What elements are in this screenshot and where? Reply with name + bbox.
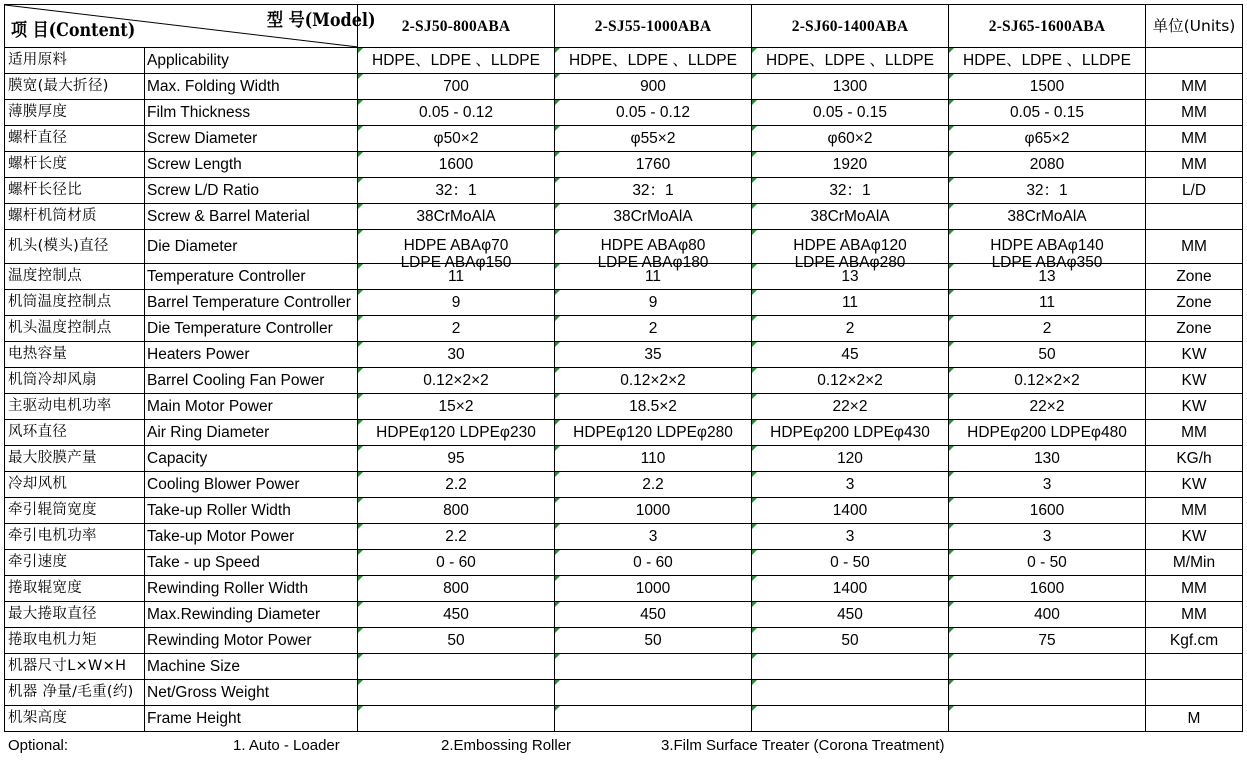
value-cell: 3 (949, 472, 1146, 498)
table-row (5, 576, 1243, 602)
table-row (5, 342, 1243, 368)
table-row (5, 602, 1243, 628)
table-row (5, 706, 1243, 732)
value-cell: 2.2 (358, 524, 555, 550)
value-cell: 120 (752, 446, 949, 472)
value-cell: 2 (752, 316, 949, 342)
table-row (5, 394, 1243, 420)
value-cell: 900 (555, 74, 752, 100)
value-cell: 3 (555, 524, 752, 550)
row-label-cn: 机器尺寸L×W×H (5, 654, 145, 680)
die-value-secondary: LDPE ABAφ180 (597, 254, 709, 271)
value-cell: 1400 (752, 498, 949, 524)
table-row (5, 264, 1243, 290)
value-cell: φ65×2 (949, 126, 1146, 152)
value-cell: 11 (358, 264, 555, 290)
value-cell (555, 706, 752, 732)
table-row (5, 178, 1243, 204)
table-row (5, 316, 1243, 342)
table-row (5, 550, 1243, 576)
row-label-en: Max. Folding Width (145, 74, 358, 100)
row-label-en: Heaters Power (145, 342, 358, 368)
row-label-cn: 捲取电机力矩 (5, 628, 145, 654)
table-row (5, 152, 1243, 178)
value-cell (358, 230, 555, 271)
value-cell: 50 (752, 628, 949, 654)
unit-cell: MM (1146, 230, 1243, 264)
value-cell (555, 654, 752, 680)
row-label-cn: 膜宽(最大折径) (5, 74, 145, 100)
unit-cell: Kgf.cm (1146, 628, 1243, 654)
unit-cell: MM (1146, 74, 1243, 100)
optional-label: Optional: (8, 737, 69, 754)
unit-cell: MM (1146, 602, 1243, 628)
optional-item: 3.Film Surface Treater (Corona Treatment) (661, 737, 945, 754)
unit-cell: MM (1146, 576, 1243, 602)
unit-cell: KW (1146, 524, 1243, 550)
row-label-en: Frame Height (145, 706, 358, 732)
table-row (5, 654, 1243, 680)
row-label-cn: 冷却风机 (5, 472, 145, 498)
value-cell: 22×2 (752, 394, 949, 420)
row-label-cn: 机筒冷却风扇 (5, 368, 145, 394)
value-cell: HDPEφ200 LDPEφ430 (752, 420, 949, 446)
value-cell (358, 654, 555, 680)
table-row (5, 680, 1243, 706)
unit-cell: MM (1146, 152, 1243, 178)
row-label-en: Capacity (145, 446, 358, 472)
unit-cell: KG/h (1146, 446, 1243, 472)
table-row (5, 524, 1243, 550)
value-cell: 50 (555, 628, 752, 654)
value-cell: 38CrMoAlA (949, 204, 1146, 230)
die-value-secondary: LDPE ABAφ350 (991, 254, 1103, 271)
value-cell (358, 706, 555, 732)
row-label-cn: 机头(模头)直径 (5, 230, 145, 264)
value-cell: HDPE、LDPE 、LLDPE (555, 48, 752, 74)
table-row (5, 100, 1243, 126)
unit-cell (1146, 680, 1243, 706)
value-cell: 2080 (949, 152, 1146, 178)
value-cell: 1000 (555, 498, 752, 524)
row-label-cn: 机架高度 (5, 706, 145, 732)
value-cell: 700 (358, 74, 555, 100)
spec-table (4, 4, 1243, 732)
value-cell: 13 (949, 264, 1146, 290)
value-cell: 3 (949, 524, 1146, 550)
unit-cell: M (1146, 706, 1243, 732)
value-cell (752, 230, 949, 271)
header-corner-cell (5, 5, 376, 48)
unit-cell (1146, 654, 1243, 680)
unit-cell: MM (1146, 420, 1243, 446)
value-cell: 32：1 (358, 178, 555, 204)
row-label-cn: 机头温度控制点 (5, 316, 145, 342)
value-cell: 130 (949, 446, 1146, 472)
row-label-en: Screw Diameter (145, 126, 358, 152)
die-value-secondary: LDPE ABAφ150 (400, 254, 512, 271)
value-cell: 75 (949, 628, 1146, 654)
value-cell (949, 706, 1146, 732)
unit-cell: KW (1146, 394, 1243, 420)
unit-cell: MM (1146, 126, 1243, 152)
row-label-cn: 牵引辊筒宽度 (5, 498, 145, 524)
value-cell: 1400 (752, 576, 949, 602)
value-cell: 3 (752, 524, 949, 550)
row-label-cn: 主驱动电机功率 (5, 394, 145, 420)
table-row (5, 74, 1243, 100)
value-cell (358, 680, 555, 706)
row-label-cn: 最大捲取直径 (5, 602, 145, 628)
value-cell: 0 - 50 (752, 550, 949, 576)
unit-cell: M/Min (1146, 550, 1243, 576)
unit-cell: MM (1146, 498, 1243, 524)
value-cell (555, 230, 752, 271)
unit-cell: KW (1146, 472, 1243, 498)
row-label-cn: 牵引速度 (5, 550, 145, 576)
row-label-cn: 螺杆长度 (5, 152, 145, 178)
value-cell: 0 - 60 (555, 550, 752, 576)
optional-item: 1. Auto - Loader (233, 737, 340, 754)
unit-cell (1146, 48, 1243, 74)
value-cell: 38CrMoAlA (752, 204, 949, 230)
value-cell: HDPEφ120 LDPEφ280 (555, 420, 752, 446)
table-row (5, 204, 1243, 230)
row-label-en: Machine Size (145, 654, 358, 680)
value-cell: 13 (752, 264, 949, 290)
row-label-cn: 适用原料 (5, 48, 145, 74)
value-cell: 3 (752, 472, 949, 498)
value-cell: 9 (358, 290, 555, 316)
row-label-en: Take-up Motor Power (145, 524, 358, 550)
value-cell: 30 (358, 342, 555, 368)
units-header: 单位(Units) (1146, 5, 1243, 48)
model-header: 2-SJ65-1600ABA (949, 5, 1146, 48)
value-cell: 11 (752, 290, 949, 316)
row-label-en: Die Diameter (145, 230, 358, 264)
row-label-en: Applicability (145, 48, 358, 74)
value-cell: 2 (555, 316, 752, 342)
header-model-label: 型 号(Model) (267, 8, 376, 31)
table-row (5, 48, 1243, 74)
value-cell: 45 (752, 342, 949, 368)
value-cell: 110 (555, 446, 752, 472)
value-cell: HDPE、LDPE 、LLDPE (752, 48, 949, 74)
row-label-cn: 温度控制点 (5, 264, 145, 290)
table-row (5, 472, 1243, 498)
value-cell (949, 230, 1146, 271)
model-header: 2-SJ50-800ABA (358, 5, 555, 48)
value-cell: 18.5×2 (555, 394, 752, 420)
value-cell: 450 (555, 602, 752, 628)
header-item-label: 项 目(Content) (11, 18, 136, 41)
value-cell: 1000 (555, 576, 752, 602)
unit-cell: Zone (1146, 316, 1243, 342)
value-cell: 0.05 - 0.12 (358, 100, 555, 126)
row-label-cn: 电热容量 (5, 342, 145, 368)
value-cell: 1600 (949, 576, 1146, 602)
row-label-en: Screw Length (145, 152, 358, 178)
value-cell: 1760 (555, 152, 752, 178)
row-label-en: Barrel Cooling Fan Power (145, 368, 358, 394)
unit-cell: L/D (1146, 178, 1243, 204)
unit-cell: Zone (1146, 264, 1243, 290)
row-label-en: Take - up Speed (145, 550, 358, 576)
value-cell: 32：1 (949, 178, 1146, 204)
value-cell: 0.05 - 0.15 (949, 100, 1146, 126)
value-cell: 800 (358, 576, 555, 602)
row-label-cn: 风环直径 (5, 420, 145, 446)
row-label-cn: 机筒温度控制点 (5, 290, 145, 316)
row-label-en: Air Ring Diameter (145, 420, 358, 446)
value-cell (752, 654, 949, 680)
value-cell: 11 (555, 264, 752, 290)
value-cell: 2 (949, 316, 1146, 342)
value-cell: 800 (358, 498, 555, 524)
unit-cell: Zone (1146, 290, 1243, 316)
value-cell: 32：1 (752, 178, 949, 204)
value-cell: 2.2 (358, 472, 555, 498)
die-value-primary: HDPE ABAφ140 (990, 237, 1104, 254)
value-cell: φ50×2 (358, 126, 555, 152)
row-label-en: Max.Rewinding Diameter (145, 602, 358, 628)
die-value-secondary: LDPE ABAφ280 (794, 254, 906, 271)
table-row (5, 446, 1243, 472)
value-cell: 0.05 - 0.15 (752, 100, 949, 126)
unit-cell: MM (1146, 100, 1243, 126)
value-cell: 50 (358, 628, 555, 654)
value-cell: 32：1 (555, 178, 752, 204)
row-label-en: Screw & Barrel Material (145, 204, 358, 230)
row-label-en: Take-up Roller Width (145, 498, 358, 524)
value-cell: 450 (752, 602, 949, 628)
table-row (5, 230, 1243, 264)
row-label-cn: 捲取辊宽度 (5, 576, 145, 602)
value-cell: 0.12×2×2 (555, 368, 752, 394)
value-cell: 0.12×2×2 (358, 368, 555, 394)
row-label-cn: 螺杆长径比 (5, 178, 145, 204)
value-cell: 1600 (358, 152, 555, 178)
table-row (5, 290, 1243, 316)
value-cell: 2 (358, 316, 555, 342)
model-header: 2-SJ60-1400ABA (752, 5, 949, 48)
table-row (5, 420, 1243, 446)
optional-item: 2.Embossing Roller (441, 737, 572, 754)
row-label-en: Film Thickness (145, 100, 358, 126)
value-cell: 0.05 - 0.12 (555, 100, 752, 126)
value-cell (949, 654, 1146, 680)
value-cell: 2.2 (555, 472, 752, 498)
value-cell: 15×2 (358, 394, 555, 420)
row-label-en: Barrel Temperature Controller (145, 290, 358, 316)
value-cell: 38CrMoAlA (358, 204, 555, 230)
value-cell: 400 (949, 602, 1146, 628)
value-cell: 22×2 (949, 394, 1146, 420)
table-row (5, 498, 1243, 524)
value-cell: 0 - 60 (358, 550, 555, 576)
row-label-cn: 牵引电机功率 (5, 524, 145, 550)
value-cell: 1920 (752, 152, 949, 178)
value-cell: 38CrMoAlA (555, 204, 752, 230)
value-cell: HDPE、LDPE 、LLDPE (949, 48, 1146, 74)
die-value-primary: HDPE ABAφ70 (403, 237, 509, 254)
header-row (5, 5, 1243, 48)
value-cell (555, 680, 752, 706)
unit-cell: KW (1146, 368, 1243, 394)
row-label-cn: 薄膜厚度 (5, 100, 145, 126)
value-cell: HDPEφ200 LDPEφ480 (949, 420, 1146, 446)
die-value-primary: HDPE ABAφ120 (793, 237, 907, 254)
model-header: 2-SJ55-1000ABA (555, 5, 752, 48)
value-cell: 95 (358, 446, 555, 472)
table-row (5, 126, 1243, 152)
row-label-en: Main Motor Power (145, 394, 358, 420)
value-cell (752, 680, 949, 706)
value-cell: HDPE、LDPE 、LLDPE (358, 48, 555, 74)
value-cell: 1600 (949, 498, 1146, 524)
value-cell: 450 (358, 602, 555, 628)
value-cell (752, 706, 949, 732)
value-cell (949, 680, 1146, 706)
value-cell: 35 (555, 342, 752, 368)
value-cell: 9 (555, 290, 752, 316)
row-label-cn: 机器 净量/毛重(约) (5, 680, 145, 706)
row-label-cn: 最大胶膜产量 (5, 446, 145, 472)
value-cell: φ60×2 (752, 126, 949, 152)
row-label-en: Cooling Blower Power (145, 472, 358, 498)
value-cell: 0.12×2×2 (752, 368, 949, 394)
row-label-cn: 螺杆机筒材质 (5, 204, 145, 230)
value-cell: 1300 (752, 74, 949, 100)
row-label-cn: 螺杆直径 (5, 126, 145, 152)
value-cell: 1500 (949, 74, 1146, 100)
value-cell: HDPEφ120 LDPEφ230 (358, 420, 555, 446)
value-cell: 11 (949, 290, 1146, 316)
table-row (5, 628, 1243, 654)
row-label-en: Temperature Controller (145, 264, 358, 290)
value-cell: 50 (949, 342, 1146, 368)
row-label-en: Rewinding Roller Width (145, 576, 358, 602)
value-cell: 0.12×2×2 (949, 368, 1146, 394)
row-label-en: Die Temperature Controller (145, 316, 358, 342)
row-label-en: Rewinding Motor Power (145, 628, 358, 654)
die-value-primary: HDPE ABAφ80 (600, 237, 706, 254)
unit-cell: KW (1146, 342, 1243, 368)
value-cell: φ55×2 (555, 126, 752, 152)
row-label-en: Screw L/D Ratio (145, 178, 358, 204)
unit-cell (1146, 204, 1243, 230)
table-row (5, 368, 1243, 394)
value-cell: 0 - 50 (949, 550, 1146, 576)
row-label-en: Net/Gross Weight (145, 680, 358, 706)
